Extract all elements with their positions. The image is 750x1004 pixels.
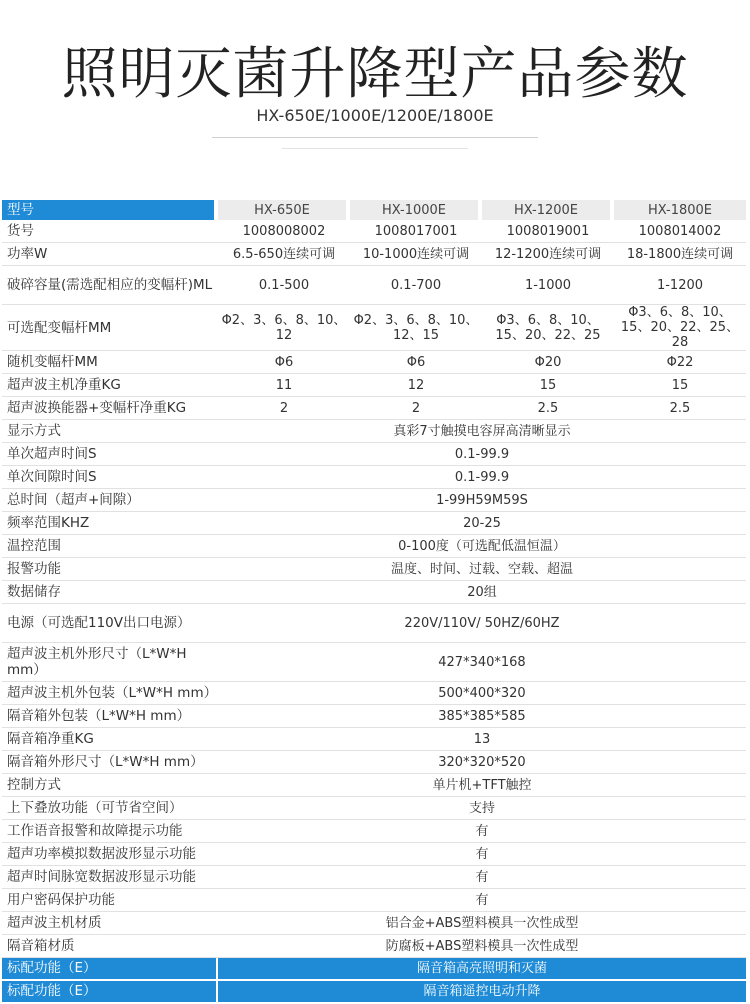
- table-row: [2, 774, 746, 797]
- table-row: [2, 305, 746, 351]
- model-1800e: HX-1800E: [614, 200, 746, 220]
- row-value: 12: [350, 374, 482, 397]
- row-value: 2.5: [614, 397, 746, 420]
- table-row: [2, 266, 746, 305]
- row-value: 6.5-650连续可调: [218, 243, 350, 266]
- row-value: Φ2、3、6、8、10、12: [218, 305, 350, 351]
- row-label: 用户密码保护功能: [2, 889, 218, 912]
- page-title: 照明灭菌升降型产品参数: [61, 42, 689, 107]
- row-label: 超声功率模拟数据波形显示功能: [2, 843, 218, 866]
- row-value: 支持: [218, 797, 746, 820]
- table-row: [2, 889, 746, 912]
- row-label: 超声波主机材质: [2, 912, 218, 935]
- table-row: [2, 820, 746, 843]
- standard-feature-value: 隔音箱遥控电动升降: [218, 981, 746, 1004]
- table-row: [2, 682, 746, 705]
- row-value: 有: [218, 843, 746, 866]
- row-label: 显示方式: [2, 420, 218, 443]
- page-subtitle: HX-650E/1000E/1200E/1800E: [256, 106, 494, 125]
- row-value: 220V/110V/ 50HZ/60HZ: [218, 604, 746, 643]
- row-value: 13: [218, 728, 746, 751]
- table-row: [2, 243, 746, 266]
- row-value: 11: [218, 374, 350, 397]
- row-label: 控制方式: [2, 774, 218, 797]
- row-value: 防腐板+ABS塑料模具一次性成型: [218, 935, 746, 958]
- standard-feature-row: [2, 958, 746, 981]
- row-label: 总时间（超声+间隙）: [2, 489, 218, 512]
- row-value: Φ3、6、8、10、15、20、22、25: [482, 305, 614, 351]
- row-value: Φ6: [218, 351, 350, 374]
- table-row: [2, 420, 746, 443]
- row-label: 功率W: [2, 243, 218, 266]
- row-label: 报警功能: [2, 558, 218, 581]
- row-value: 10-1000连续可调: [350, 243, 482, 266]
- row-label: 随机变幅杆MM: [2, 351, 218, 374]
- row-value: Φ20: [482, 351, 614, 374]
- table-row: [2, 351, 746, 374]
- standard-feature-value: 隔音箱高亮照明和灭菌: [218, 958, 746, 981]
- table-row: [2, 558, 746, 581]
- row-value: Φ6: [350, 351, 482, 374]
- row-label: 隔音箱外包装（L*W*H mm）: [2, 705, 218, 728]
- table-row: [2, 935, 746, 958]
- row-value: 0.1-99.9: [218, 443, 746, 466]
- table-row: [2, 220, 746, 243]
- table-row: [2, 443, 746, 466]
- row-value: 2.5: [482, 397, 614, 420]
- row-value: 1008008002: [218, 220, 350, 243]
- row-value: 温度、时间、过载、空载、超温: [218, 558, 746, 581]
- table-row: [2, 604, 746, 643]
- row-value: 铝合金+ABS塑料模具一次性成型: [218, 912, 746, 935]
- row-value: 1-1000: [482, 266, 614, 305]
- row-label: 超声波主机外形尺寸（L*W*H mm）: [2, 643, 218, 682]
- row-value: Φ22: [614, 351, 746, 374]
- table-row: [2, 397, 746, 420]
- row-value: 1008014002: [614, 220, 746, 243]
- model-650e: HX-650E: [218, 200, 350, 220]
- standard-feature-label: 标配功能（E）: [2, 958, 218, 981]
- table-row: [2, 866, 746, 889]
- row-label: 电源（可选配110V出口电源）: [2, 604, 218, 643]
- row-value: 427*340*168: [218, 643, 746, 682]
- table-header-row: [2, 200, 746, 220]
- header-label: 型号: [2, 200, 218, 220]
- table-row: [2, 581, 746, 604]
- row-label: 数据储存: [2, 581, 218, 604]
- row-value: 0.1-500: [218, 266, 350, 305]
- row-value: 有: [218, 889, 746, 912]
- model-1200e: HX-1200E: [482, 200, 614, 220]
- row-value: 真彩7寸触摸电容屏高清晰显示: [218, 420, 746, 443]
- title-divider: [212, 137, 538, 138]
- row-value: 15: [614, 374, 746, 397]
- table-row: [2, 643, 746, 682]
- row-label: 工作语音报警和故障提示功能: [2, 820, 218, 843]
- standard-feature-row: [2, 981, 746, 1004]
- row-value: 0.1-700: [350, 266, 482, 305]
- row-value: 500*400*320: [218, 682, 746, 705]
- table-row: [2, 843, 746, 866]
- row-label: 超声波主机外包装（L*W*H mm）: [2, 682, 218, 705]
- spec-table: [2, 200, 746, 1004]
- row-value: 有: [218, 866, 746, 889]
- title-divider-short: [282, 148, 468, 149]
- table-row: [2, 797, 746, 820]
- row-value: 1008019001: [482, 220, 614, 243]
- table-row: [2, 751, 746, 774]
- row-value: 385*385*585: [218, 705, 746, 728]
- row-label: 隔音箱材质: [2, 935, 218, 958]
- row-label: 可选配变幅杆MM: [2, 305, 218, 351]
- row-label: 隔音箱净重KG: [2, 728, 218, 751]
- row-value: Φ2、3、6、8、10、12、15: [350, 305, 482, 351]
- row-label: 超声波换能器+变幅杆净重KG: [2, 397, 218, 420]
- row-value: 20-25: [218, 512, 746, 535]
- row-value: 320*320*520: [218, 751, 746, 774]
- row-value: 1008017001: [350, 220, 482, 243]
- row-label: 隔音箱外形尺寸（L*W*H mm）: [2, 751, 218, 774]
- row-value: 15: [482, 374, 614, 397]
- row-value: 1-99H59M59S: [218, 489, 746, 512]
- model-1000e: HX-1000E: [350, 200, 482, 220]
- row-label: 上下叠放功能（可节省空间）: [2, 797, 218, 820]
- row-value: Φ3、6、8、10、15、20、22、25、28: [614, 305, 746, 351]
- row-label: 超声时间脉宽数据波形显示功能: [2, 866, 218, 889]
- row-value: 2: [350, 397, 482, 420]
- table-row: [2, 728, 746, 751]
- table-row: [2, 489, 746, 512]
- row-label: 单次超声时间S: [2, 443, 218, 466]
- table-row: [2, 466, 746, 489]
- row-value: 2: [218, 397, 350, 420]
- row-label: 温控范围: [2, 535, 218, 558]
- row-value: 0-100度（可选配低温恒温）: [218, 535, 746, 558]
- row-value: 有: [218, 820, 746, 843]
- table-row: [2, 374, 746, 397]
- table-row: [2, 705, 746, 728]
- table-row: [2, 512, 746, 535]
- row-value: 20组: [218, 581, 746, 604]
- standard-feature-label: 标配功能（E）: [2, 981, 218, 1004]
- row-value: 18-1800连续可调: [614, 243, 746, 266]
- row-label: 破碎容量(需选配相应的变幅杆)ML: [2, 266, 218, 305]
- row-label: 频率范围KHZ: [2, 512, 218, 535]
- row-label: 货号: [2, 220, 218, 243]
- row-value: 1-1200: [614, 266, 746, 305]
- row-value: 0.1-99.9: [218, 466, 746, 489]
- row-value: 单片机+TFT触控: [218, 774, 746, 797]
- table-row: [2, 535, 746, 558]
- row-label: 超声波主机净重KG: [2, 374, 218, 397]
- row-label: 单次间隙时间S: [2, 466, 218, 489]
- row-value: 12-1200连续可调: [482, 243, 614, 266]
- table-row: [2, 912, 746, 935]
